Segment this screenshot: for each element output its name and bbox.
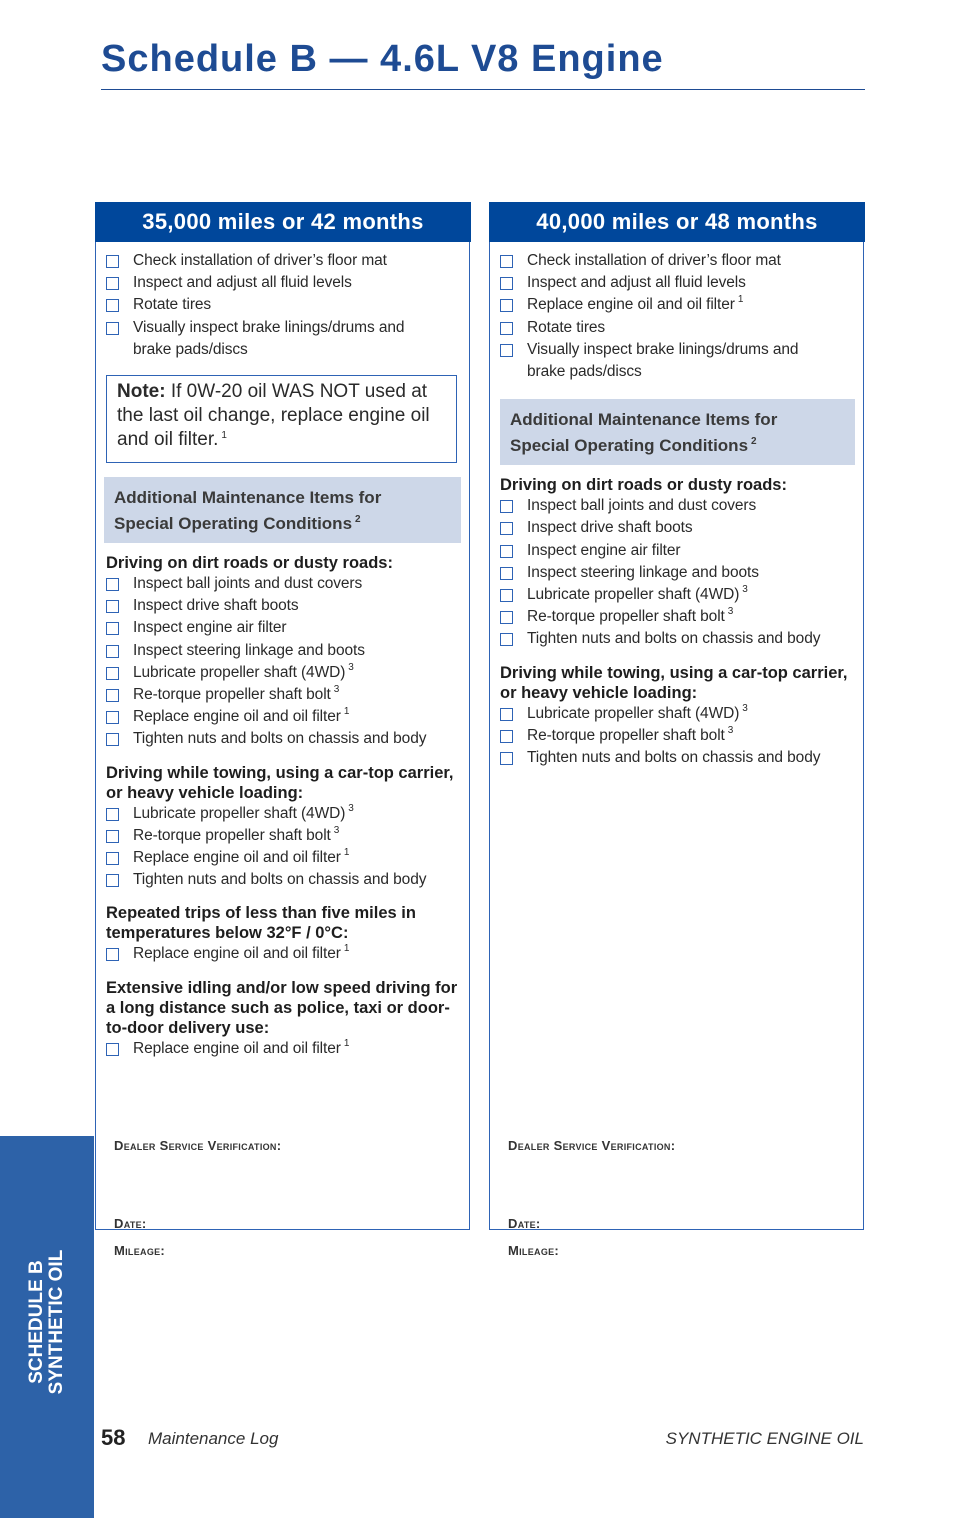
special-conditions-heading — [104, 477, 461, 543]
task-label: Re-torque propeller shaft bolt — [527, 608, 725, 626]
checkbox[interactable] — [106, 689, 119, 702]
task-item — [106, 1038, 461, 1060]
footer-section-title: Maintenance Log — [148, 1429, 279, 1448]
task-label: Tighten nuts and bolts on chassis and body — [133, 871, 427, 889]
page-number: 58 — [101, 1425, 126, 1450]
task-item — [106, 617, 461, 639]
special-footnote: 2 — [355, 514, 361, 526]
special-heading-line2: Special Operating Conditions — [510, 436, 749, 456]
checkbox[interactable] — [106, 852, 119, 865]
footnote-ref: 3 — [333, 824, 340, 836]
task-label: Replace engine oil and oil filter — [133, 849, 341, 867]
task-item — [106, 706, 461, 728]
task-item — [500, 495, 855, 517]
task-label: Replace engine oil and oil filter — [133, 945, 341, 963]
schedule-column-40000 — [489, 202, 865, 1258]
condition-heading: Driving while towing, using a car-top carrier, or heavy vehicle loading: — [500, 663, 848, 702]
checkbox[interactable] — [106, 711, 119, 724]
task-label: Inspect drive shaft boots — [133, 597, 299, 615]
condition-heading: Driving on dirt roads or dusty roads: — [106, 554, 393, 573]
checkbox[interactable] — [500, 522, 513, 535]
footnote-ref: 1 — [737, 294, 744, 306]
special-heading-line2: Special Operating Conditions — [114, 514, 353, 534]
checkbox[interactable] — [500, 500, 513, 513]
task-list — [106, 250, 461, 361]
condition-list — [106, 1038, 461, 1060]
checkbox[interactable] — [500, 255, 513, 268]
task-item — [500, 562, 855, 584]
task-item — [500, 250, 855, 272]
task-item — [106, 317, 438, 361]
task-item — [106, 869, 461, 891]
footnote-ref: 1 — [343, 706, 350, 718]
checkbox[interactable] — [500, 752, 513, 765]
checkbox[interactable] — [106, 667, 119, 680]
task-item — [106, 943, 461, 965]
footnote-ref: 3 — [727, 606, 734, 618]
task-label: Inspect and adjust all fluid levels — [527, 274, 746, 292]
note-label: Note: — [117, 381, 166, 403]
task-item — [106, 640, 461, 662]
condition-heading: Driving while towing, using a car-top carrier, or heavy vehicle loading: — [106, 763, 454, 802]
footnote-ref: 3 — [742, 702, 748, 714]
checkbox[interactable] — [500, 545, 513, 558]
special-heading-line1: Additional Maintenance Items for — [114, 488, 382, 508]
task-label: Check installation of driver’s floor mat — [133, 252, 387, 269]
task-label: Visually inspect brake linings/drums and brake pads/discs — [133, 318, 405, 358]
task-label: Inspect steering linkage and boots — [527, 563, 759, 581]
task-list — [500, 250, 855, 383]
checkbox[interactable] — [106, 830, 119, 843]
condition-list — [106, 573, 461, 751]
special-conditions-heading — [500, 399, 855, 465]
checkbox[interactable] — [106, 600, 119, 613]
checkbox[interactable] — [500, 344, 513, 357]
task-label: Inspect steering linkage and boots — [133, 641, 365, 659]
checkbox[interactable] — [106, 733, 119, 746]
task-item — [106, 294, 461, 316]
title-divider — [101, 89, 865, 90]
checkbox[interactable] — [106, 622, 119, 635]
column-header: 35,000 miles or 42 months — [95, 202, 471, 242]
checkbox[interactable] — [106, 1043, 119, 1056]
column-body — [95, 242, 470, 1258]
condition-heading: Driving on dirt roads or dusty roads: — [500, 476, 787, 495]
task-label: Inspect ball joints and dust covers — [133, 575, 363, 593]
task-item — [106, 684, 461, 706]
task-label: Inspect engine air filter — [527, 541, 681, 559]
task-item — [500, 725, 855, 747]
special-heading-line1: Additional Maintenance Items for — [510, 410, 778, 430]
checkbox[interactable] — [500, 611, 513, 624]
checkbox[interactable] — [106, 874, 119, 887]
date-label: Date: — [114, 1216, 147, 1231]
task-item — [500, 747, 855, 769]
task-item — [106, 825, 461, 847]
footnote-ref: 1 — [343, 1037, 350, 1049]
task-item — [500, 339, 832, 383]
condition-list — [500, 703, 855, 770]
footnote-ref: 3 — [742, 584, 748, 596]
task-item — [106, 847, 461, 869]
task-label: Lubricate propeller shaft (4WD) — [527, 586, 740, 604]
condition-list — [106, 943, 461, 965]
task-label: Tighten nuts and bolts on chassis and body — [527, 749, 821, 767]
mileage-label: Mileage: — [508, 1243, 560, 1258]
task-label: Visually inspect brake linings/drums and brake pads/discs — [527, 340, 799, 381]
footnote-ref: 1 — [343, 847, 350, 859]
task-label: Inspect ball joints and dust covers — [527, 497, 757, 515]
checkbox[interactable] — [500, 730, 513, 743]
task-label: Replace engine oil and oil filter — [527, 296, 735, 314]
task-label: Rotate tires — [133, 296, 212, 314]
footer-right-title: SYNTHETIC ENGINE OIL — [665, 1429, 864, 1448]
task-label: Lubricate propeller shaft (4WD) — [527, 704, 740, 722]
task-label: Replace engine oil and oil filter — [133, 708, 341, 726]
checkbox[interactable] — [500, 322, 513, 335]
task-item — [106, 662, 461, 684]
special-footnote: 2 — [751, 436, 757, 448]
task-item — [500, 703, 855, 725]
footnote-ref: 3 — [348, 661, 354, 673]
checkbox[interactable] — [500, 589, 513, 602]
task-item — [500, 628, 855, 650]
task-label: Inspect and adjust all fluid levels — [133, 274, 352, 292]
dealer-verification-label: Dealer Service Verification: — [508, 1138, 676, 1153]
checkbox[interactable] — [106, 322, 119, 335]
footnote-ref: 1 — [343, 943, 350, 955]
checkbox[interactable] — [500, 708, 513, 721]
checkbox[interactable] — [106, 255, 119, 268]
checkbox[interactable] — [106, 948, 119, 961]
task-item — [106, 803, 461, 825]
footnote-ref: 3 — [348, 802, 354, 814]
condition-list — [500, 495, 855, 650]
section-tab-label — [27, 1250, 67, 1395]
note-footnote: 1 — [221, 430, 227, 442]
task-label: Inspect engine air filter — [133, 619, 287, 637]
task-item — [500, 317, 855, 339]
task-item — [500, 272, 855, 294]
condition-heading: Extensive idling and/or low speed driving for a long distance such as police, taxi or door-to-door delivery use: — [106, 978, 458, 1037]
task-item — [500, 606, 855, 628]
task-item — [500, 517, 855, 539]
checkbox[interactable] — [106, 277, 119, 290]
condition-list — [106, 803, 461, 892]
task-item — [106, 573, 461, 595]
task-item — [106, 728, 461, 750]
task-label: Replace engine oil and oil filter — [133, 1039, 341, 1057]
note-box — [106, 375, 457, 463]
task-label: Inspect drive shaft boots — [527, 519, 693, 537]
task-label: Lubricate propeller shaft (4WD) — [133, 663, 346, 681]
note-text: If 0W-20 oil WAS NOT used at the last oil change, replace engine oil and oil filter. — [117, 381, 430, 451]
footnote-ref: 3 — [727, 724, 734, 736]
task-label: Re-torque propeller shaft bolt — [133, 826, 331, 844]
task-item — [106, 595, 461, 617]
footnote-ref: 3 — [333, 684, 340, 696]
task-item — [500, 540, 855, 562]
task-item — [500, 294, 855, 316]
schedule-column-35000 — [95, 202, 471, 1258]
checkbox[interactable] — [500, 299, 513, 312]
checkbox[interactable] — [106, 578, 119, 591]
checkbox[interactable] — [106, 808, 119, 821]
column-header: 40,000 miles or 48 months — [489, 202, 865, 242]
task-item — [106, 250, 461, 272]
section-tab-line1: SCHEDULE B — [26, 1260, 47, 1384]
task-label: Rotate tires — [527, 318, 606, 336]
checkbox[interactable] — [500, 567, 513, 580]
column-body — [489, 242, 864, 1258]
task-label: Check installation of driver’s floor mat — [527, 252, 781, 269]
task-label: Re-torque propeller shaft bolt — [133, 686, 331, 704]
task-label: Tighten nuts and bolts on chassis and body — [133, 730, 427, 748]
checkbox[interactable] — [500, 633, 513, 646]
condition-heading: Repeated trips of less than five miles in temperatures below 32°F / 0°C: — [106, 904, 416, 943]
checkbox[interactable] — [106, 645, 119, 658]
section-tab-line2: SYNTHETIC OIL — [46, 1249, 67, 1395]
task-label: Lubricate propeller shaft (4WD) — [133, 804, 346, 822]
task-item — [500, 584, 855, 606]
task-item — [106, 272, 461, 294]
page-title: Schedule B — 4.6L V8 Engine — [101, 38, 664, 80]
checkbox[interactable] — [500, 277, 513, 290]
mileage-label: Mileage: — [114, 1243, 166, 1258]
task-label: Re-torque propeller shaft bolt — [527, 726, 725, 744]
checkbox[interactable] — [106, 299, 119, 312]
dealer-verification-label: Dealer Service Verification: — [114, 1138, 282, 1153]
date-label: Date: — [508, 1216, 541, 1231]
task-label: Tighten nuts and bolts on chassis and body — [527, 630, 821, 648]
